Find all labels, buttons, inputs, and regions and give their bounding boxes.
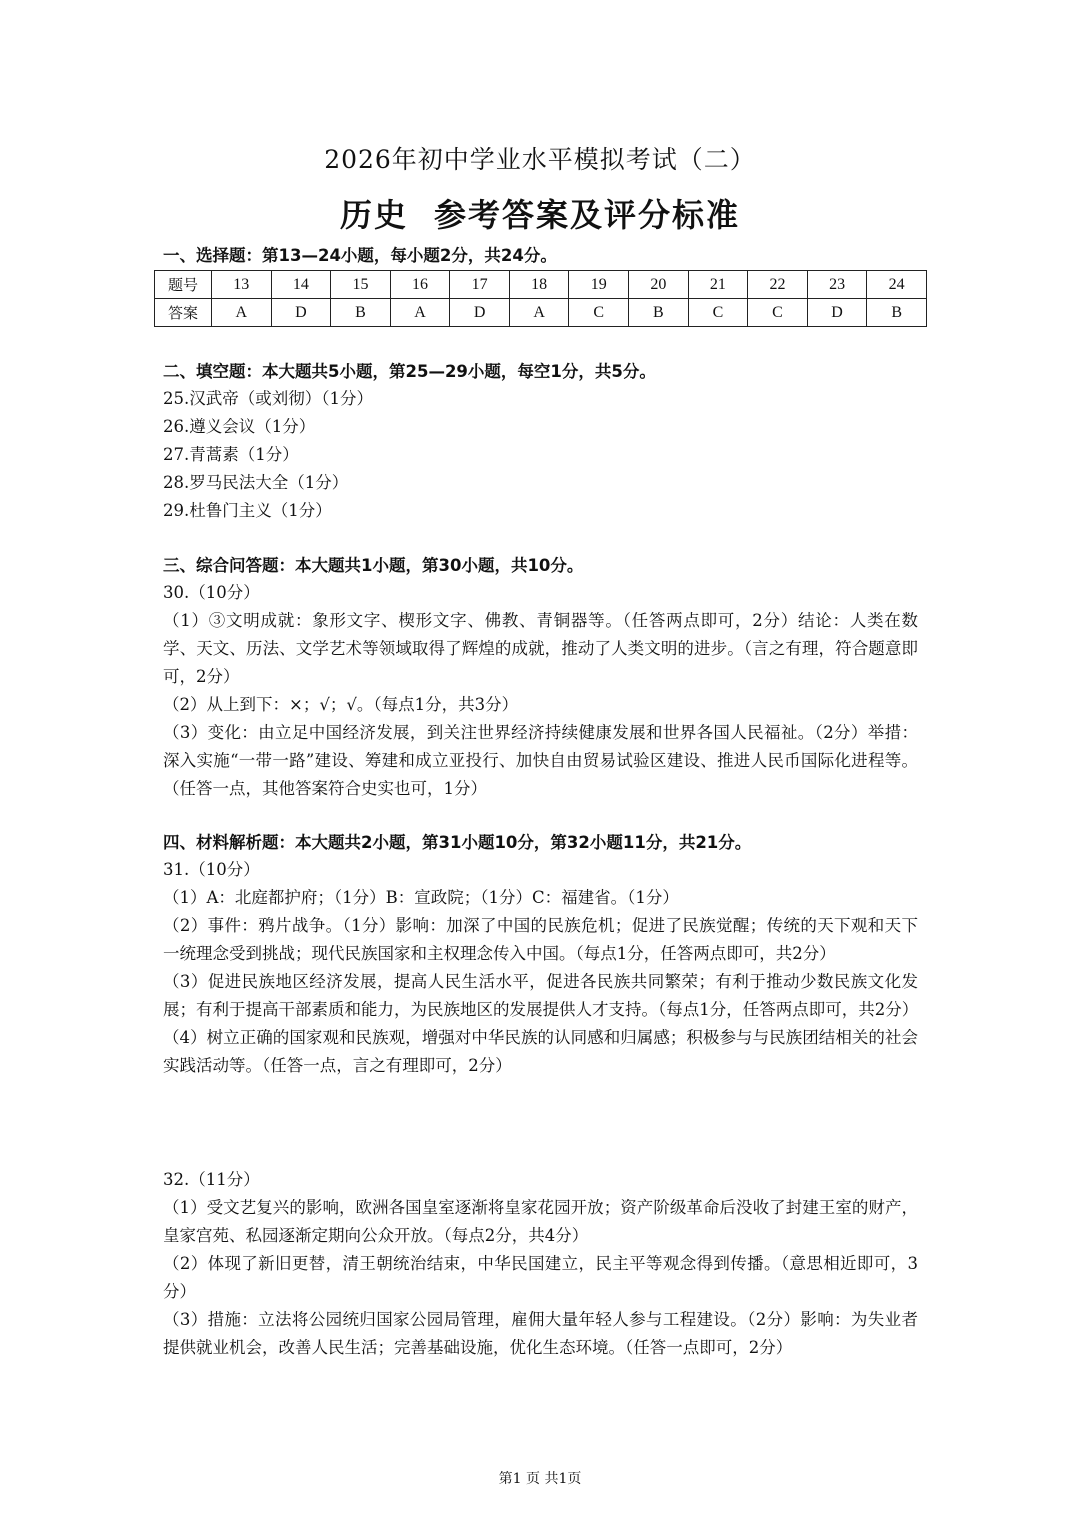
table-row-label: 题号 xyxy=(155,271,212,299)
question-31-title: 31.（10分） xyxy=(163,860,260,879)
exam-subtitle xyxy=(0,190,1080,236)
fill-answer-29: 29.杜鲁门主义（1分） xyxy=(163,501,332,520)
table-row-answers xyxy=(155,299,927,327)
table-row-label: 答案 xyxy=(155,299,212,327)
answer-cell: B xyxy=(867,299,927,327)
question-30-part-1: （1）③文明成就：象形文字、楔形文字、佛教、青铜器等。（任答两点即可，2分）结论：人类在数学、天文、历法、文学艺术等领域取得了辉煌的成就，推动了人类文明的进步。（言之有理，符合题意即可，2分） xyxy=(163,611,918,686)
section-2 xyxy=(163,359,918,525)
section-3-heading: 三、综合问答题：本大题共1小题，第30小题，共10分。 xyxy=(163,556,584,575)
question-30-title: 30.（10分） xyxy=(163,583,260,602)
section-2-heading: 二、填空题：本大题共5小题，第25—29小题，每空1分，共5分。 xyxy=(163,362,656,381)
question-number: 13 xyxy=(212,271,272,299)
question-number: 14 xyxy=(271,271,331,299)
fill-answer-28: 28.罗马民法大全（1分） xyxy=(163,473,349,492)
subject-label: 历史 xyxy=(339,196,408,234)
question-32-part-2: （2）体现了新旧更替，清王朝统治结束，中华民国建立，民主平等观念得到传播。（意思相近即可，3分） xyxy=(163,1254,918,1301)
answer-cell: C xyxy=(688,299,748,327)
question-32-part-3: （3）措施：立法将公园统归国家公园局管理，雇佣大量年轻人参与工程建设。（2分）影响：为失业者提供就业机会，改善人民生活；完善基础设施，优化生态环境。（任答一点即可，2分） xyxy=(163,1310,918,1357)
question-30-part-2: （2）从上到下：×；√；√。（每点1分，共3分） xyxy=(163,695,519,714)
answer-cell: C xyxy=(748,299,808,327)
section-1-heading-block xyxy=(163,243,918,269)
fill-answer-27: 27.青蒿素（1分） xyxy=(163,445,299,464)
question-32-part-1: （1）受文艺复兴的影响，欧洲各国皇室逐渐将皇家花园开放；资产阶级革命后没收了封建王室的财产，皇家宫苑、私园逐渐定期向公众开放。（每点2分，共4分） xyxy=(163,1198,918,1245)
question-31-part-4: （4）树立正确的国家观和民族观，增强对中华民族的认同感和归属感；积极参与与民族团结相关的社会实践活动等。（任答一点，言之有理即可，2分） xyxy=(163,1028,918,1075)
subtitle-label: 参考答案及评分标准 xyxy=(434,196,741,234)
answer-cell: B xyxy=(629,299,689,327)
exam-title: 2026年初中学业水平模拟考试（二） xyxy=(324,145,756,174)
answer-cell: A xyxy=(390,299,450,327)
question-number: 24 xyxy=(867,271,927,299)
question-number: 21 xyxy=(688,271,748,299)
question-number: 15 xyxy=(331,271,391,299)
answer-cell: D xyxy=(271,299,331,327)
question-32 xyxy=(163,1166,918,1362)
question-31-part-1: （1）A：北庭都护府；（1分）B：宣政院；（1分）C：福建省。（1分） xyxy=(163,888,679,907)
fill-answer-25: 25.汉武帝（或刘彻）（1分） xyxy=(163,389,373,408)
question-30-part-3: （3）变化：由立足中国经济发展，到关注世界经济持续健康发展和世界各国人民福祉。（2分）举措：深入实施“一带一路”建设、筹建和成立亚投行、加快自由贸易试验区建设、推进人民币国际化进程等。（任答一点，其他答案符合史实也可，1分） xyxy=(163,723,918,798)
question-number: 18 xyxy=(509,271,569,299)
question-number: 17 xyxy=(450,271,510,299)
section-3 xyxy=(163,553,918,803)
question-number: 23 xyxy=(807,271,867,299)
fill-answer-26: 26.遵义会议（1分） xyxy=(163,417,316,436)
table-row-numbers xyxy=(155,271,927,299)
question-31-part-2: （2）事件：鸦片战争。（1分）影响：加深了中国的民族危机；促进了民族觉醒；传统的天下观和天下一统理念受到挑战；现代民族国家和主权理念传入中国。（每点1分，任答两点即可，共2分） xyxy=(163,916,918,963)
question-number: 22 xyxy=(748,271,808,299)
question-number: 16 xyxy=(390,271,450,299)
question-31-part-3: （3）促进民族地区经济发展，提高人民生活水平，促进各民族共同繁荣；有利于推动少数民族文化发展；有利于提高干部素质和能力，为民族地区的发展提供人才支持。（每点1分，任答两点即可，共2分） xyxy=(163,972,919,1019)
section-1-heading: 一、选择题：第13—24小题，每小题2分，共24分。 xyxy=(163,246,557,265)
answer-cell: D xyxy=(807,299,867,327)
answer-cell: C xyxy=(569,299,629,327)
question-32-title: 32.（11分） xyxy=(163,1170,260,1189)
question-number: 19 xyxy=(569,271,629,299)
answer-cell: A xyxy=(509,299,569,327)
answer-cell: D xyxy=(450,299,510,327)
section-4-heading: 四、材料解析题：本大题共2小题，第31小题10分，第32小题11分，共21分。 xyxy=(163,833,752,852)
question-number: 20 xyxy=(629,271,689,299)
answer-cell: B xyxy=(331,299,391,327)
answer-cell: A xyxy=(212,299,272,327)
page-footer: 第1 页 共1页 xyxy=(498,1471,582,1487)
answer-table xyxy=(154,270,927,327)
section-4 xyxy=(163,830,918,1080)
